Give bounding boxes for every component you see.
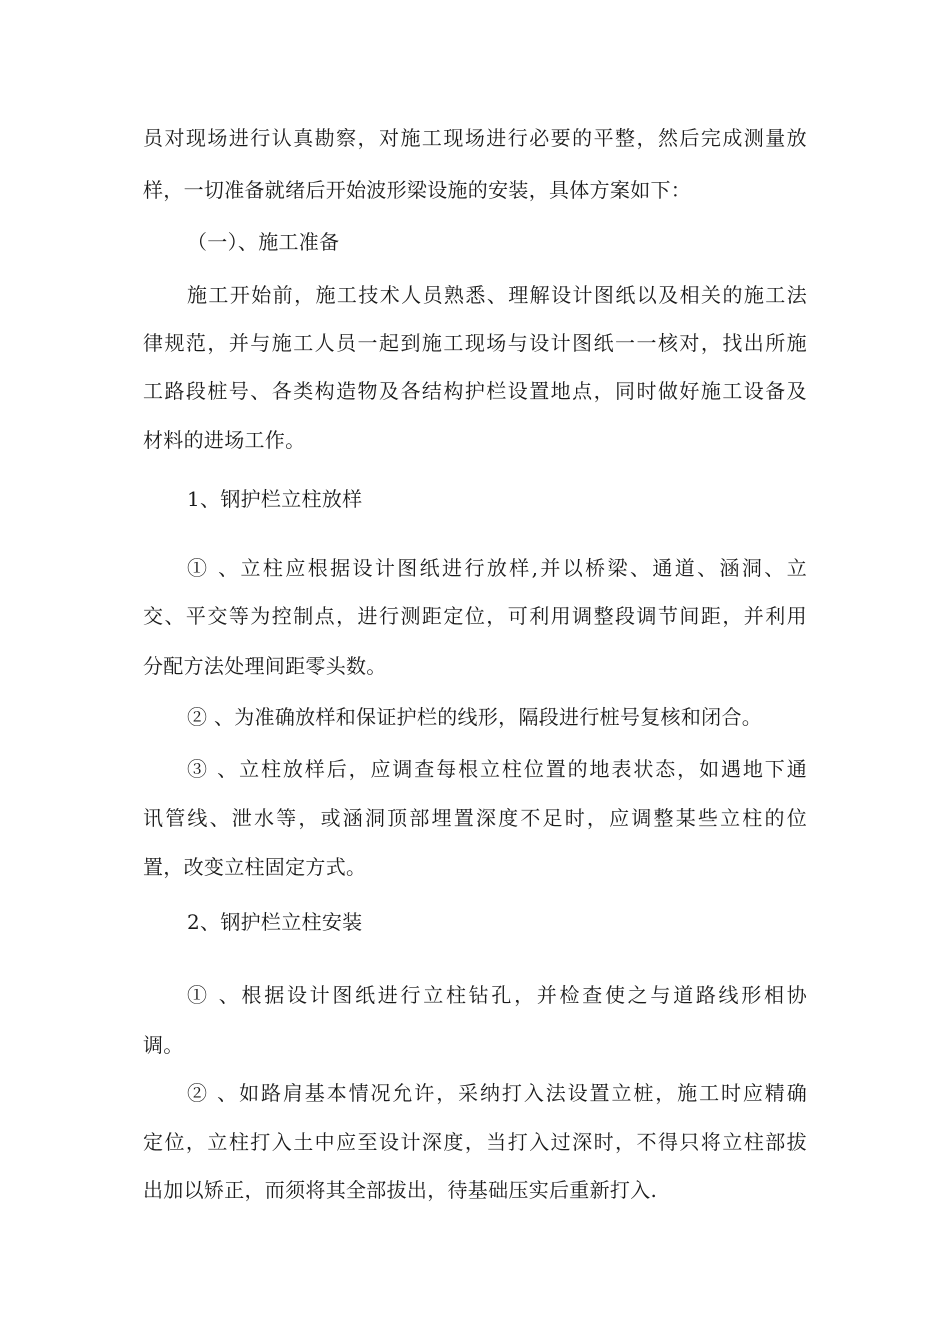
- paragraph-line: 员对现场进行认真勘察，对施工现场进行必要的平整，然后完成测量放: [143, 126, 807, 150]
- list-item-line: 置，改变立柱固定方式。: [143, 855, 367, 879]
- list-item-line: 讯管线、泄水等，或涵洞顶部埋置深度不足时，应调整某些立柱的位: [143, 806, 807, 830]
- paragraph-line: 工路段桩号、各类构造物及各结构护栏设置地点，同时做好施工设备及: [143, 379, 807, 403]
- list-item-line: ① 、立柱应根据设计图纸进行放样,并以桥梁、通道、涵洞、立: [187, 556, 807, 580]
- list-item-line: ② 、如路肩基本情况允许，采纳打入法设置立桩，施工时应精确: [187, 1081, 807, 1105]
- list-item-line: 分配方法处理间距零头数。: [143, 654, 387, 678]
- list-item-line: ① 、根据设计图纸进行立柱钻孔，并检查使之与道路线形相协: [187, 983, 807, 1007]
- paragraph-line: 律规范，并与施工人员一起到施工现场与设计图纸一一核对，找出所施: [143, 331, 807, 355]
- list-item-line: 调。: [143, 1033, 184, 1057]
- paragraph-line: 样，一切准备就绪后开始波形梁设施的安装，具体方案如下：: [143, 178, 692, 202]
- list-item-line: 定位，立柱打入土中应至设计深度，当打入过深时，不得只将立柱部拔: [143, 1130, 807, 1154]
- subheading: 2、钢护栏立柱安装: [187, 910, 363, 934]
- list-item-line: ② 、为准确放样和保证护栏的线形，隔段进行桩号复核和闭合。: [187, 705, 763, 729]
- list-item-line: ③ 、立柱放样后，应调查每根立柱位置的地表状态，如遇地下通: [187, 757, 807, 781]
- paragraph-line: 施工开始前，施工技术人员熟悉、理解设计图纸以及相关的施工法: [187, 283, 807, 307]
- paragraph-line: 材料的进场工作。: [143, 428, 306, 452]
- list-item-line: 交、平交等为控制点，进行测距定位，可利用调整段调节间距，并利用: [143, 604, 807, 628]
- subheading: 1、钢护栏立柱放样: [187, 487, 363, 511]
- section-heading: （一）、施工准备: [187, 230, 340, 254]
- list-item-line: 出加以矫正，而须将其全部拔出，待基础压实后重新打入.: [143, 1178, 658, 1202]
